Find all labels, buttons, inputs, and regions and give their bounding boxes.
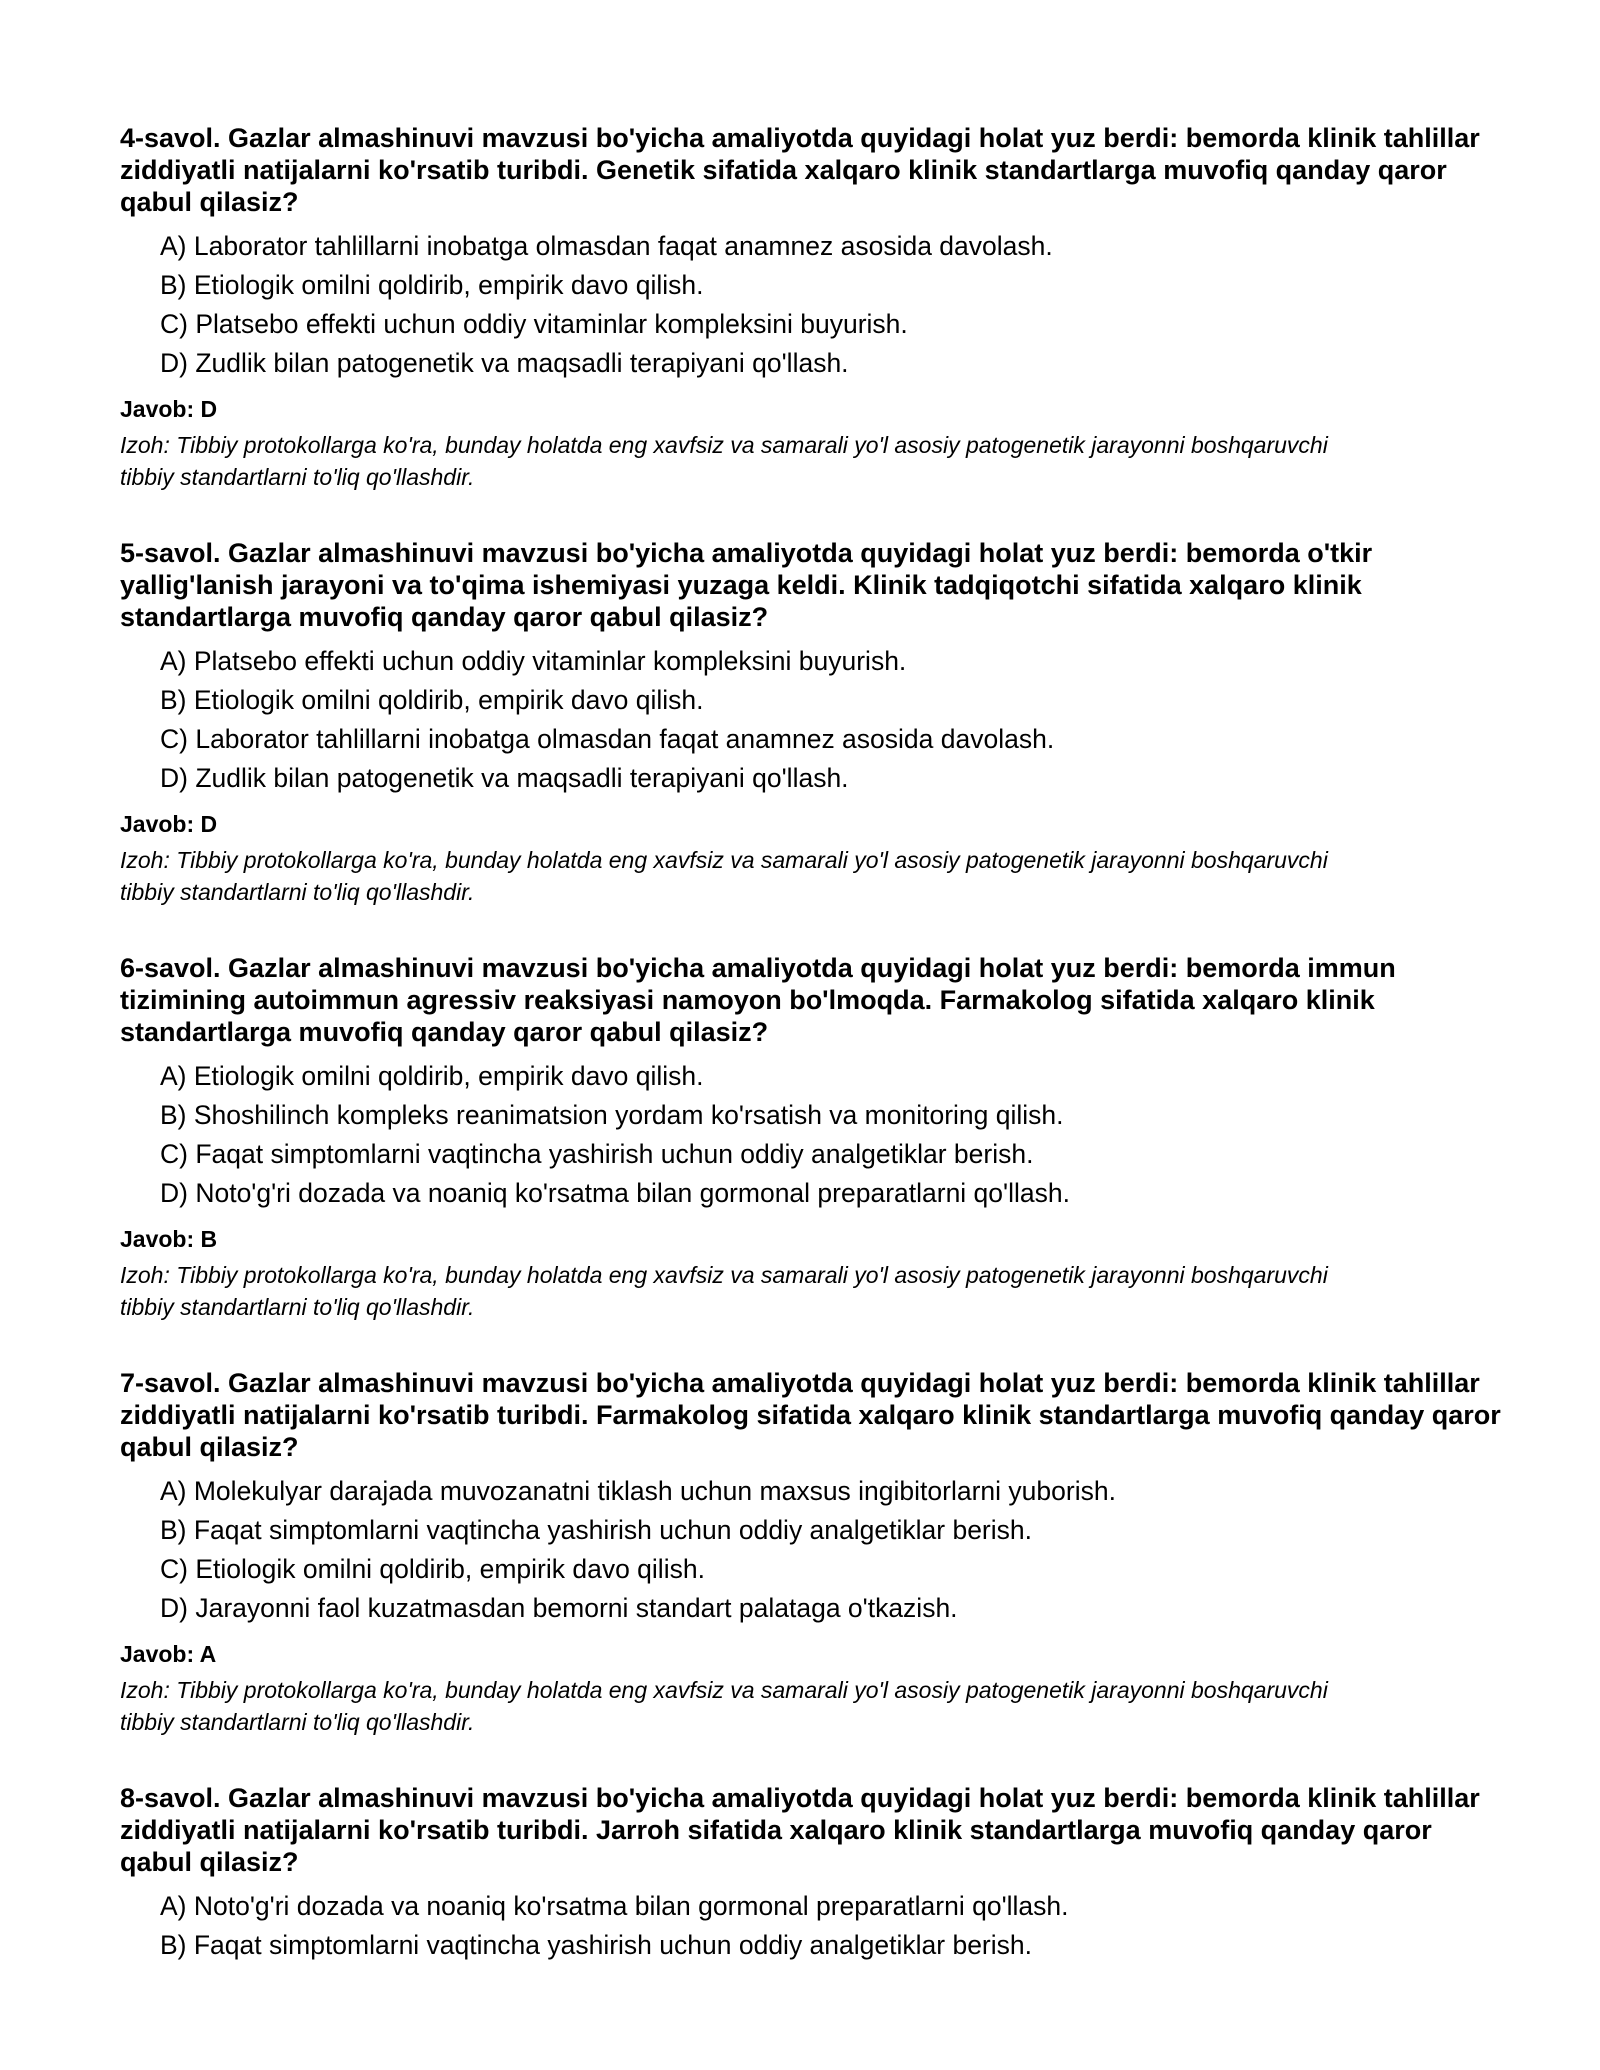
option-d: D) Zudlik bilan patogenetik va maqsadli terapiyani qo'llash.: [160, 348, 849, 378]
option-list: [120, 642, 1510, 798]
question-4: [120, 122, 1510, 493]
question-6: [120, 952, 1510, 1323]
explanation-text: Izoh: Tibbiy protokollarga ko'ra, bunday holatda eng xavfsiz va samarali yo'l asosiy patogenetik jarayonni boshqaruvchi tibbiy standartlarni to'liq qo'llashdir.: [120, 432, 1328, 490]
explanation-text: Izoh: Tibbiy protokollarga ko'ra, bunday holatda eng xavfsiz va samarali yo'l asosiy patogenetik jarayonni boshqaruvchi tibbiy standartlarni to'liq qo'llashdir.: [120, 847, 1328, 905]
option-c: C) Platsebo effekti uchun oddiy vitaminlar kompleksini buyurish.: [160, 309, 908, 339]
option-list: [120, 1887, 1510, 1965]
option-c: C) Etiologik omilni qoldirib, empirik davo qilish.: [160, 1554, 705, 1584]
option-b: B) Etiologik omilni qoldirib, empirik davo qilish.: [160, 270, 704, 300]
answer-label: Javob: D: [120, 396, 218, 422]
question-title: 8-savol. Gazlar almashinuvi mavzusi bo'yicha amaliyotda quyidagi holat yuz berdi: bemorda klinik tahlillar ziddiyatli natijalarni ko'rsatib turibdi. Jarroh sifatida xalqaro klinik standartlarga muvofiq qanday qaror qabul qilasiz?: [120, 1783, 1480, 1877]
option-b: B) Faqat simptomlarni vaqtincha yashirish uchun oddiy analgetiklar berish.: [160, 1515, 1032, 1545]
answer-label: Javob: D: [120, 811, 218, 837]
option-a: A) Molekulyar darajada muvozanatni tiklash uchun maxsus ingibitorlarni yuborish.: [160, 1476, 1116, 1506]
question-title: 7-savol. Gazlar almashinuvi mavzusi bo'yicha amaliyotda quyidagi holat yuz berdi: bemorda klinik tahlillar ziddiyatli natijalarni ko'rsatib turibdi. Farmakolog sifatida xalqaro klinik standartlarga muvofiq qanday qaror qabul qilasiz?: [120, 1368, 1501, 1462]
question-title: 5-savol. Gazlar almashinuvi mavzusi bo'yicha amaliyotda quyidagi holat yuz berdi: bemorda o'tkir yallig'lanish jarayoni va to'qima ishemiyasi yuzaga keldi. Klinik tadqiqotchi sifatida xalqaro klinik standartlarga muvofiq qanday qaror qabul qilasiz?: [120, 538, 1373, 632]
option-list: [120, 1057, 1510, 1213]
option-a: A) Noto'g'ri dozada va noaniq ko'rsatma bilan gormonal preparatlarni qo'llash.: [160, 1891, 1069, 1921]
answer-label: Javob: A: [120, 1641, 217, 1667]
question-title: 4-savol. Gazlar almashinuvi mavzusi bo'yicha amaliyotda quyidagi holat yuz berdi: bemorda klinik tahlillar ziddiyatli natijalarni ko'rsatib turibdi. Genetik sifatida xalqaro klinik standartlarga muvofiq qanday qaror qabul qilasiz?: [120, 123, 1480, 217]
question-7: [120, 1367, 1510, 1738]
option-c: C) Laborator tahlillarni inobatga olmasdan faqat anamnez asosida davolash.: [160, 724, 1055, 754]
option-c: C) Faqat simptomlarni vaqtincha yashirish uchun oddiy analgetiklar berish.: [160, 1139, 1034, 1169]
explanation-text: Izoh: Tibbiy protokollarga ko'ra, bunday holatda eng xavfsiz va samarali yo'l asosiy patogenetik jarayonni boshqaruvchi tibbiy standartlarni to'liq qo'llashdir.: [120, 1677, 1328, 1735]
explanation-text: Izoh: Tibbiy protokollarga ko'ra, bunday holatda eng xavfsiz va samarali yo'l asosiy patogenetik jarayonni boshqaruvchi tibbiy standartlarni to'liq qo'llashdir.: [120, 1262, 1328, 1320]
option-d: D) Jarayonni faol kuzatmasdan bemorni standart palataga o'tkazish.: [160, 1593, 958, 1623]
document-page: [120, 122, 1510, 2009]
option-a: A) Etiologik omilni qoldirib, empirik davo qilish.: [160, 1061, 704, 1091]
option-b: B) Etiologik omilni qoldirib, empirik davo qilish.: [160, 685, 704, 715]
answer-label: Javob: B: [120, 1226, 218, 1252]
option-a: A) Laborator tahlillarni inobatga olmasdan faqat anamnez asosida davolash.: [160, 231, 1053, 261]
option-b: B) Faqat simptomlarni vaqtincha yashirish uchun oddiy analgetiklar berish.: [160, 1930, 1032, 1960]
option-d: D) Zudlik bilan patogenetik va maqsadli terapiyani qo'llash.: [160, 763, 849, 793]
question-8: [120, 1782, 1510, 1965]
option-list: [120, 227, 1510, 383]
question-5: [120, 537, 1510, 908]
option-list: [120, 1472, 1510, 1628]
option-b: B) Shoshilinch kompleks reanimatsion yordam ko'rsatish va monitoring qilish.: [160, 1100, 1064, 1130]
question-title: 6-savol. Gazlar almashinuvi mavzusi bo'yicha amaliyotda quyidagi holat yuz berdi: bemorda immun tizimining autoimmun agressiv reaksiyasi namoyon bo'lmoqda. Farmakolog sifatida xalqaro klinik standartlarga muvofiq qanday qaror qabul qilasiz?: [120, 953, 1396, 1047]
option-a: A) Platsebo effekti uchun oddiy vitaminlar kompleksini buyurish.: [160, 646, 907, 676]
option-d: D) Noto'g'ri dozada va noaniq ko'rsatma bilan gormonal preparatlarni qo'llash.: [160, 1178, 1070, 1208]
